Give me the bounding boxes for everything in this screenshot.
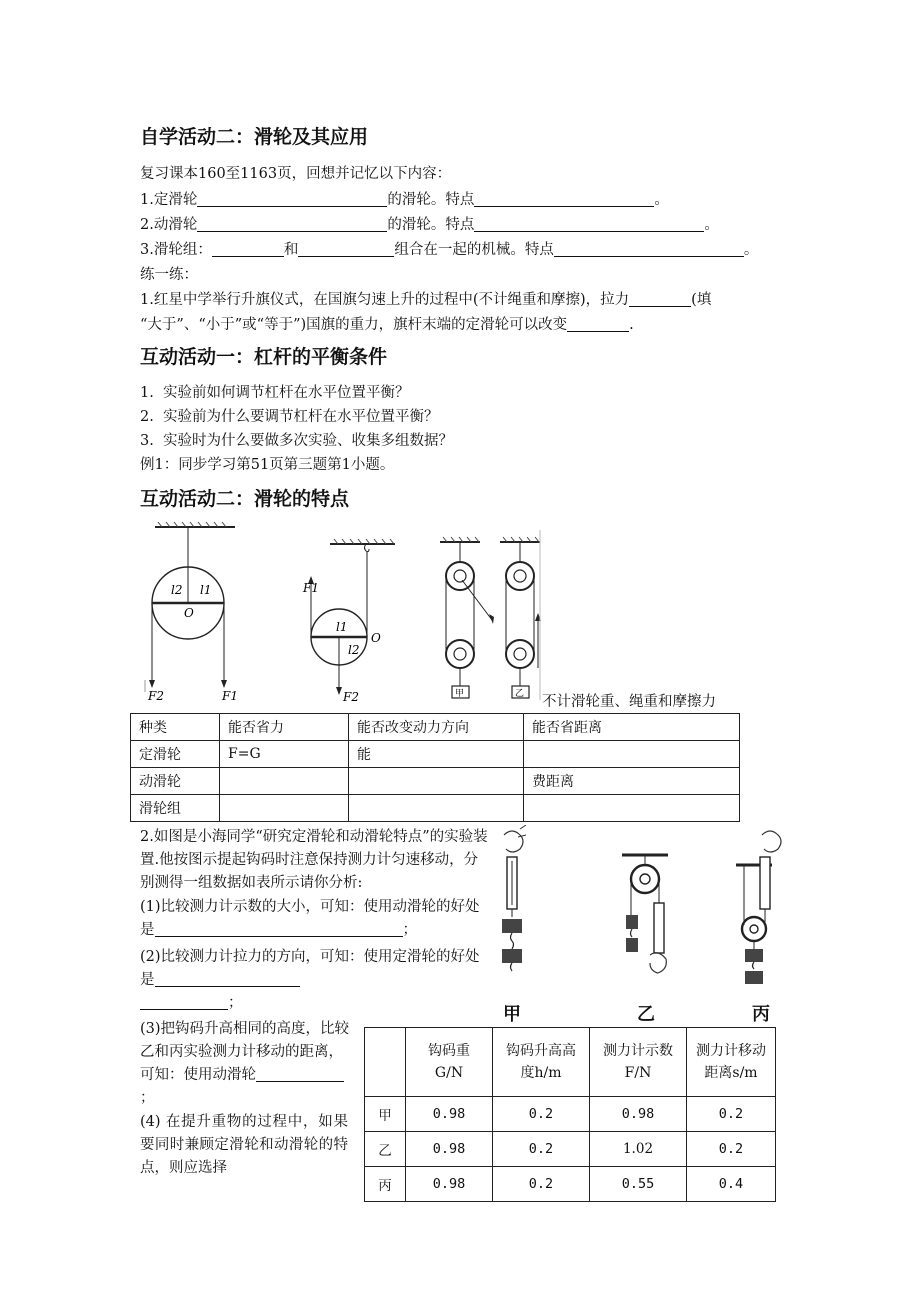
exercise-1-line2: “大于”、“小于”或“等于”)国旗的重力，旗杆末端的定滑轮可以改变 .	[140, 317, 634, 333]
table-cell: 0.2	[493, 1167, 590, 1202]
label-jia: 甲	[455, 689, 465, 699]
table-row	[131, 795, 740, 822]
apparatus-bing	[736, 831, 781, 984]
caption-jia: 甲	[503, 1004, 521, 1025]
label-f2: F2	[343, 690, 359, 704]
pulley-block-figure-yi	[500, 530, 541, 700]
table-cell: 0.55	[590, 1167, 687, 1202]
lever-question-3: 3. 实验时为什么要做多次实验、收集多组数据？	[140, 433, 454, 449]
label-f2: F2	[148, 689, 164, 703]
table-cell: 0.2	[493, 1132, 590, 1167]
question-2-part-1: (1)比较测力计示数的大小，可知：使用动滑轮的好处是 ；	[140, 899, 480, 938]
table-header-row	[365, 1028, 776, 1097]
blank[interactable]	[140, 994, 228, 1010]
table-cell: 乙	[365, 1132, 406, 1167]
table-cell: 滑轮组	[131, 795, 220, 822]
table-cell[interactable]	[220, 768, 349, 795]
table-cell[interactable]	[349, 795, 524, 822]
table-cell[interactable]	[524, 795, 740, 822]
table-row	[365, 1097, 776, 1132]
table-header-cell: 测力计移动距离s/m	[687, 1028, 776, 1097]
blank[interactable]	[567, 316, 629, 332]
label-l1: l1	[336, 620, 348, 634]
apparatus-jia	[502, 825, 526, 971]
table-header-cell: 能否改变动力方向	[349, 714, 524, 741]
label-yi: 乙	[515, 689, 525, 699]
label-f1: F1	[303, 581, 319, 595]
table-cell: 定滑轮	[131, 741, 220, 768]
label-l2: l2	[348, 643, 360, 657]
blank[interactable]	[256, 1066, 344, 1082]
question-2-intro: 2.如图是小海同学“研究定滑轮和动滑轮特点”的实验装置.他按图示提起钩码时注意保持测力计匀速移动，分别测得一组数据如表所示请你分析:	[140, 829, 488, 891]
table-header-cell	[365, 1028, 406, 1097]
label-o: O	[371, 631, 381, 645]
table-cell: 动滑轮	[131, 768, 220, 795]
section-title-pulley-features: 互动活动二：滑轮的特点	[140, 488, 350, 510]
table-row	[365, 1167, 776, 1202]
caption-bing: 丙	[752, 1004, 770, 1025]
table-cell: 0.98	[590, 1097, 687, 1132]
table-cell[interactable]	[349, 768, 524, 795]
blank[interactable]	[629, 291, 691, 307]
table-header-cell: 能否省力	[220, 714, 349, 741]
lever-question-1: 1. 实验前如何调节杠杆在水平位置平衡？	[140, 385, 410, 401]
blank[interactable]	[212, 241, 284, 257]
blank[interactable]	[155, 921, 403, 937]
table-cell: 1.02	[590, 1132, 687, 1167]
table-cell: 费距离	[524, 768, 740, 795]
blank[interactable]	[197, 216, 387, 232]
table-cell: 0.2	[687, 1097, 776, 1132]
section-title-pulley-application: 自学活动二：滑轮及其应用	[140, 126, 369, 148]
blank[interactable]	[155, 971, 300, 987]
question-2-part-3: (3)把钩码升高相同的高度，比较乙和丙实验测力计移动的距离，可知：使用动滑轮；	[140, 1021, 350, 1106]
table-cell: 甲	[365, 1097, 406, 1132]
table-cell: 能	[349, 741, 524, 768]
table-cell: 0.98	[406, 1097, 493, 1132]
label-f1: F1	[222, 689, 238, 703]
table-header-row	[131, 714, 740, 741]
question-2-part-2: (2)比较测力计拉力的方向，可知：使用定滑轮的好处是 ；	[140, 949, 480, 1011]
blank[interactable]	[554, 241, 744, 257]
table-cell: 0.2	[687, 1132, 776, 1167]
experiment-apparatus-figures	[490, 825, 810, 1000]
movable-pulley-lever-figure	[302, 539, 395, 704]
question-pulley-block: 3.滑轮组： 和 组合在一起的机械。特点 。	[140, 242, 759, 258]
blank[interactable]	[474, 191, 654, 207]
review-intro: 复习课本160至1163页，回想并记忆以下内容：	[140, 166, 452, 182]
exercise-1-line1: 1.红星中学举行升旗仪式，在国旗匀速上升的过程中(不计绳重和摩擦)，拉力 (填	[140, 292, 712, 308]
table-cell: 0.98	[406, 1167, 493, 1202]
blank[interactable]	[197, 191, 387, 207]
example-1: 例1：同步学习第51页第三题第1小题。	[140, 457, 395, 473]
figure-note: 不计滑轮重、绳重和摩擦力	[542, 694, 716, 710]
table-row	[131, 768, 740, 795]
table-cell: 丙	[365, 1167, 406, 1202]
caption-yi: 乙	[637, 1004, 655, 1025]
pulley-block-figure-jia	[440, 537, 494, 699]
table-row	[365, 1132, 776, 1167]
pulley-lever-diagrams	[140, 520, 550, 710]
lever-question-2: 2. 实验前为什么要调节杠杆在水平位置平衡？	[140, 409, 439, 425]
question-movable-pulley: 2.动滑轮 的滑轮。特点 。	[140, 217, 719, 233]
table-cell: 0.2	[493, 1097, 590, 1132]
table-row	[131, 741, 740, 768]
table-header-cell: 测力计示数F/N	[590, 1028, 687, 1097]
section-title-lever-balance: 互动活动一：杠杆的平衡条件	[140, 346, 388, 368]
label-l1: l1	[200, 583, 212, 597]
table-header-cell: 钩码重G/N	[406, 1028, 493, 1097]
label-o: O	[184, 606, 194, 620]
label-l2: l2	[171, 583, 183, 597]
experiment-data-table	[364, 1027, 776, 1202]
table-header-cell: 钩码升高高度h/m	[493, 1028, 590, 1097]
apparatus-yi	[622, 855, 668, 973]
table-cell[interactable]	[220, 795, 349, 822]
blank[interactable]	[474, 216, 704, 232]
question-fixed-pulley: 1.定滑轮 的滑轮。特点 。	[140, 192, 669, 208]
pulley-feature-table	[130, 713, 740, 822]
table-cell: F=G	[220, 741, 349, 768]
table-header-cell: 能否省距离	[524, 714, 740, 741]
practice-label: 练一练：	[140, 267, 198, 283]
blank[interactable]	[298, 241, 394, 257]
table-cell: 0.98	[406, 1132, 493, 1167]
table-header-cell: 种类	[131, 714, 220, 741]
question-2-part-4: (4) 在提升重物的过程中，如果要同时兼顾定滑轮和动滑轮的特点，则应选择	[140, 1114, 348, 1176]
table-cell[interactable]	[524, 741, 740, 768]
fixed-pulley-lever-figure	[145, 522, 238, 703]
table-cell: 0.4	[687, 1167, 776, 1202]
